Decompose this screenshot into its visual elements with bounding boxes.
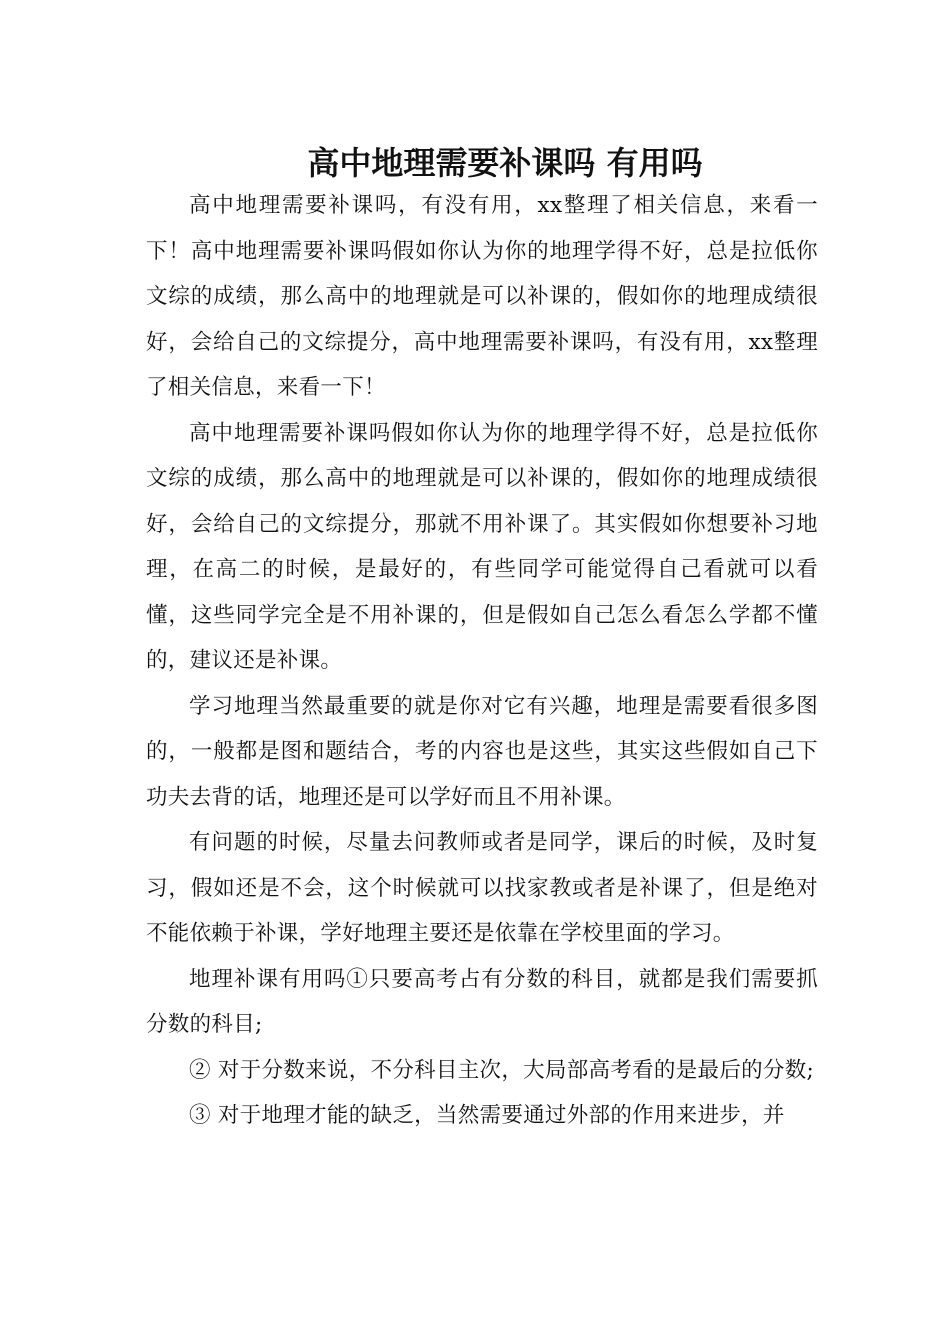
document-body bbox=[146, 183, 818, 1139]
paragraph: ② 对于分数来说，不分科目主次，大局部高考看的是最后的分数; bbox=[189, 1057, 815, 1083]
paragraph: 学习地理当然最重要的就是你对它有兴趣，地理是需要看很多图的，一般都是图和题结合，考的内容也是这些，其实这些假如自己下功夫去背的话，地理还是可以学好而且不用补课。 bbox=[146, 693, 818, 810]
paragraph: ③ 对于地理才能的缺乏，当然需要通过外部的作用来进步，并 bbox=[189, 1103, 785, 1128]
document-title: 高中地理需要补课吗 有用吗 bbox=[307, 144, 703, 183]
paragraph: 高中地理需要补课吗，有没有用，xx整理了相关信息，来看一下！高中地理需要补课吗假如你认为你的地理学得不好，总是拉低你文综的成绩，那么高中的地理就是可以补课的，假如你的地理成绩很好，会给自己的文综提分，高中地理需要补课吗，有没有用，xx整理了相关信息，来看一下！ bbox=[146, 193, 818, 400]
paragraph: 有问题的时候，尽量去问教师或者是同学，课后的时候，及时复习，假如还是不会，这个时候就可以找家教或者是补课了，但是绝对不能依赖于补课，学好地理主要还是依靠在学校里面的学习。 bbox=[146, 830, 818, 946]
paragraph: 高中地理需要补课吗假如你认为你的地理学得不好，总是拉低你文综的成绩，那么高中的地理就是可以补课的，假如你的地理成绩很好，会给自己的文综提分，那就不用补课了。其实假如你想要补习地理，在高二的时候，是最好的，有些同学可能觉得自己看就可以看懂，这些同学完全是不用补课的，但是假如自己怎么看怎么学都不懂的，建议还是补课。 bbox=[146, 420, 818, 673]
paragraph: 地理补课有用吗①只要高考占有分数的科目，就都是我们需要抓分数的科目; bbox=[146, 966, 818, 1037]
